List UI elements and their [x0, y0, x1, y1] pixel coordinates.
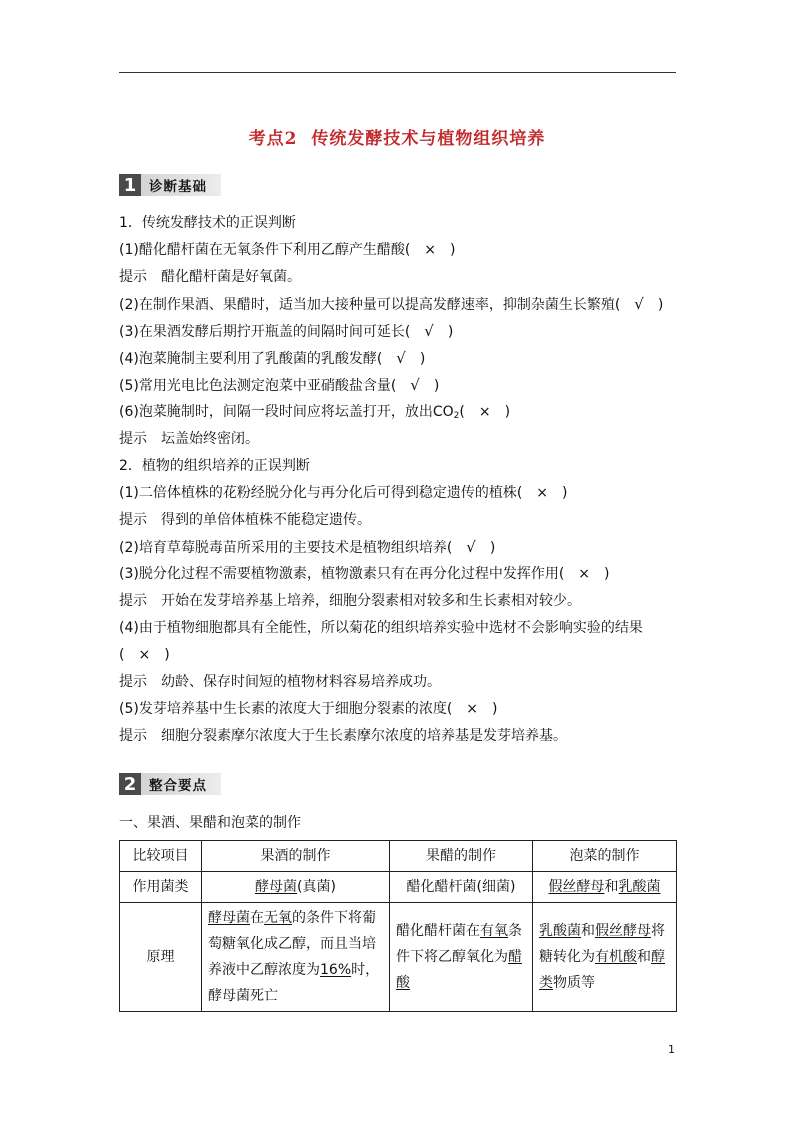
hint-line: 提示 开始在发芽培养基上培养，细胞分裂素相对较多和生长素相对较少。: [119, 593, 581, 609]
header-rule: [119, 72, 676, 73]
question-group-heading: 1．传统发酵技术的正误判断: [119, 215, 296, 231]
hint-line: 提示 细胞分裂素摩尔浓度大于生长素摩尔浓度的培养基是发芽培养基。: [119, 728, 567, 744]
check-mark: √: [424, 322, 434, 340]
comparison-table: [119, 840, 677, 1012]
question-item: (1)醋化醋杆菌在无氧条件下利用乙醇产生醋酸( × ): [119, 237, 679, 264]
wrong-mark: ×: [578, 566, 591, 582]
question-item-continued: ( × ): [119, 642, 679, 669]
check-mark: √: [634, 295, 644, 313]
question-group-heading: 2．植物的组织培养的正误判断: [119, 458, 310, 474]
section-heading-integrate: [119, 773, 221, 795]
table-row: [120, 903, 677, 1012]
page-number: 1: [668, 1043, 675, 1056]
wrong-mark: ×: [424, 242, 437, 258]
table-header-cell: 泡菜的制作: [533, 841, 677, 872]
diagnosis-content: [119, 210, 679, 750]
wrong-mark: ×: [478, 404, 491, 420]
question-item: (3)脱分化过程不需要植物激素，植物激素只有在再分化过程中发挥作用( × ): [119, 561, 679, 588]
section-number: 1: [119, 174, 141, 196]
table-cell: 酵母菌(真菌): [202, 872, 390, 903]
wrong-mark: ×: [536, 485, 549, 501]
check-mark: √: [466, 538, 476, 556]
question-item: (5)常用光电比色法测定泡菜中亚硝酸盐含量( √ ): [119, 372, 679, 399]
hint-line: 提示 坛盖始终密闭。: [119, 431, 259, 447]
check-mark: √: [410, 376, 420, 394]
question-item: (5)发芽培养基中生长素的浓度大于细胞分裂素的浓度( × ): [119, 696, 679, 723]
title-text: 传统发酵技术与植物组织培养: [311, 129, 546, 149]
section-number: 2: [119, 773, 141, 795]
hint-line: 提示 幼龄、保存时间短的植物材料容易培养成功。: [119, 674, 441, 690]
page-title: [0, 124, 794, 149]
section-label: 整合要点: [141, 773, 221, 795]
check-mark: √: [396, 349, 406, 367]
hint-line: 提示 醋化醋杆菌是好氧菌。: [119, 269, 301, 285]
question-item: (4)由于植物细胞都具有全能性，所以菊花的组织培养实验中选材不会影响实验的结果: [119, 620, 643, 636]
hint-line: 提示 得到的单倍体植株不能稳定遗传。: [119, 512, 371, 528]
table-cell: 乳酸菌和假丝酵母将糖转化为有机酸和醇类物质等: [533, 903, 677, 1012]
question-item: (2)培育草莓脱毒苗所采用的主要技术是植物组织培养( √ ): [119, 534, 679, 561]
title-label: 考点2: [248, 129, 298, 149]
question-item: (1)二倍体植株的花粉经脱分化与再分化后可得到稳定遗传的植株( × ): [119, 480, 679, 507]
table-header-cell: 果醋的制作: [390, 841, 533, 872]
section-heading-diagnose: [119, 174, 221, 196]
question-item: (2)在制作果酒、果醋时，适当加大接种量可以提高发酵速率，抑制杂菌生长繁殖( √ ): [119, 291, 679, 318]
table-header-row: [120, 841, 677, 872]
table-cell: 醋化醋杆菌在有氧条件下将乙醇氧化为醋酸: [390, 903, 533, 1012]
question-item: (4)泡菜腌制主要利用了乳酸菌的乳酸发酵( √ ): [119, 345, 679, 372]
table-row-label: 原理: [120, 903, 202, 1012]
wrong-mark: ×: [138, 647, 151, 663]
table-header-cell: 果酒的制作: [202, 841, 390, 872]
table-header-cell: 比较项目: [120, 841, 202, 872]
table-cell: 醋化醋杆菌(细菌): [390, 872, 533, 903]
section-label: 诊断基础: [141, 174, 221, 196]
table-row: [120, 872, 677, 903]
table-row-label: 作用菌类: [120, 872, 202, 903]
question-item: (6)泡菜腌制时，间隔一段时间应将坛盖打开，放出$CO_2$( × ): [119, 399, 679, 426]
wrong-mark: ×: [466, 701, 479, 717]
question-item: (3)在果酒发酵后期拧开瓶盖的间隔时间可延长( √ ): [119, 318, 679, 345]
subsection-heading: 一、果酒、果醋和泡菜的制作: [119, 815, 301, 831]
table-cell: 假丝酵母和乳酸菌: [533, 872, 677, 903]
table-cell: 酵母菌在无氧的条件下将葡萄糖氧化成乙醇，而且当培养液中乙醇浓度为16%时，酵母菌死亡: [202, 903, 390, 1012]
